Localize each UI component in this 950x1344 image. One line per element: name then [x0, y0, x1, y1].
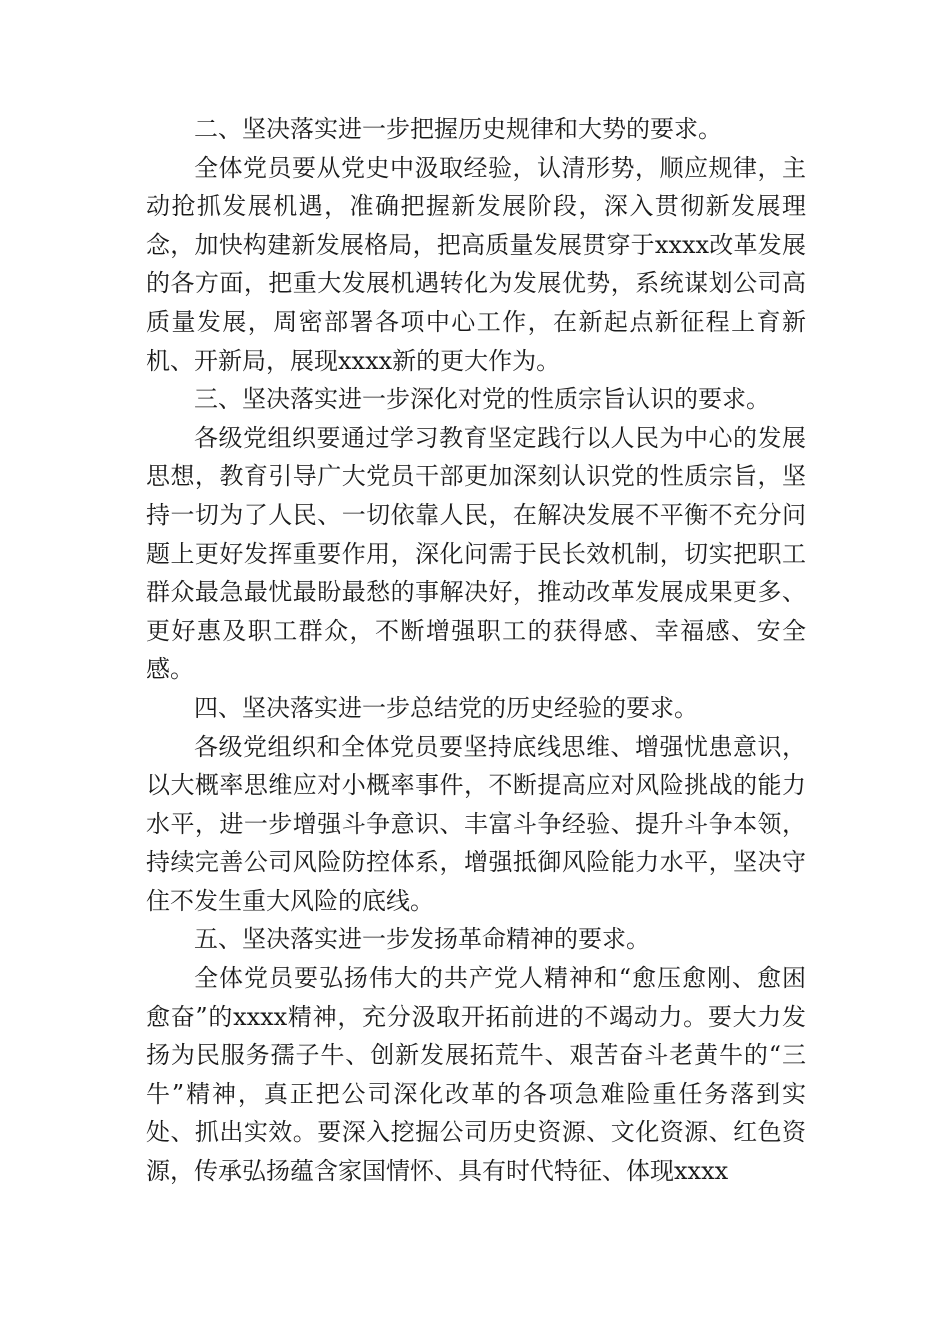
- body-paragraph: 全体党员要弘扬伟大的共产党人精神和“愈压愈刚、愈困愈奋”的xxxx精神，充分汲取开拓前进的不竭动力。要大力发扬为民服务孺子牛、创新发展拓荒牛、艰苦奋斗老黄牛的“三牛”精神，真正把公司深化改革的各项急难险重任务落到实处、抓出实效。要深入挖掘公司历史资源、文化资源、红色资源，传承弘扬蕴含家国情怀、具有时代特征、体现xxxx: [146, 964, 806, 1186]
- body-paragraph: 全体党员要从党史中汲取经验，认清形势，顺应规律，主动抢抓发展机遇，准确把握新发展阶段，深入贯彻新发展理念，加快构建新发展格局，把高质量发展贯穿于xxxx改革发展的各方面，把重大发展机遇转化为发展优势，系统谋划公司高质量发展，周密部署各项中心工作，在新起点新征程上育新机、开新局，展现xxxx新的更大作为。: [146, 153, 806, 375]
- section-heading-4: 四、坚决落实进一步总结党的历史经验的要求。: [194, 693, 698, 722]
- body-paragraph: 各级党组织要通过学习教育坚定践行以人民为中心的发展思想，教育引导广大党员干部更加深刻认识党的性质宗旨，坚持一切为了人民、一切依靠人民，在解决发展不平衡不充分问题上更好发挥重要作用，深化问需于民长效机制，切实把职工群众最急最忧最盼最愁的事解决好，推动改革发展成果更多、更好惠及职工群众，不断增强职工的获得感、幸福感、安全感。: [146, 423, 806, 684]
- section-heading-5: 五、坚决落实进一步发扬革命精神的要求。: [194, 925, 650, 954]
- body-paragraph: 各级党组织和全体党员要坚持底线思维、增强忧患意识，以大概率思维应对小概率事件，不断提高应对风险挑战的能力水平，进一步增强斗争意识、丰富斗争经验、提升斗争本领，持续完善公司风险防控体系，增强抵御风险能力水平，坚决守住不发生重大风险的底线。: [146, 732, 806, 915]
- section-heading-2: 二、坚决落实进一步把握历史规律和大势的要求。: [194, 115, 722, 143]
- section-heading-3: 三、坚决落实进一步深化对党的性质宗旨认识的要求。: [194, 385, 770, 414]
- document-page: [146, 110, 806, 1191]
